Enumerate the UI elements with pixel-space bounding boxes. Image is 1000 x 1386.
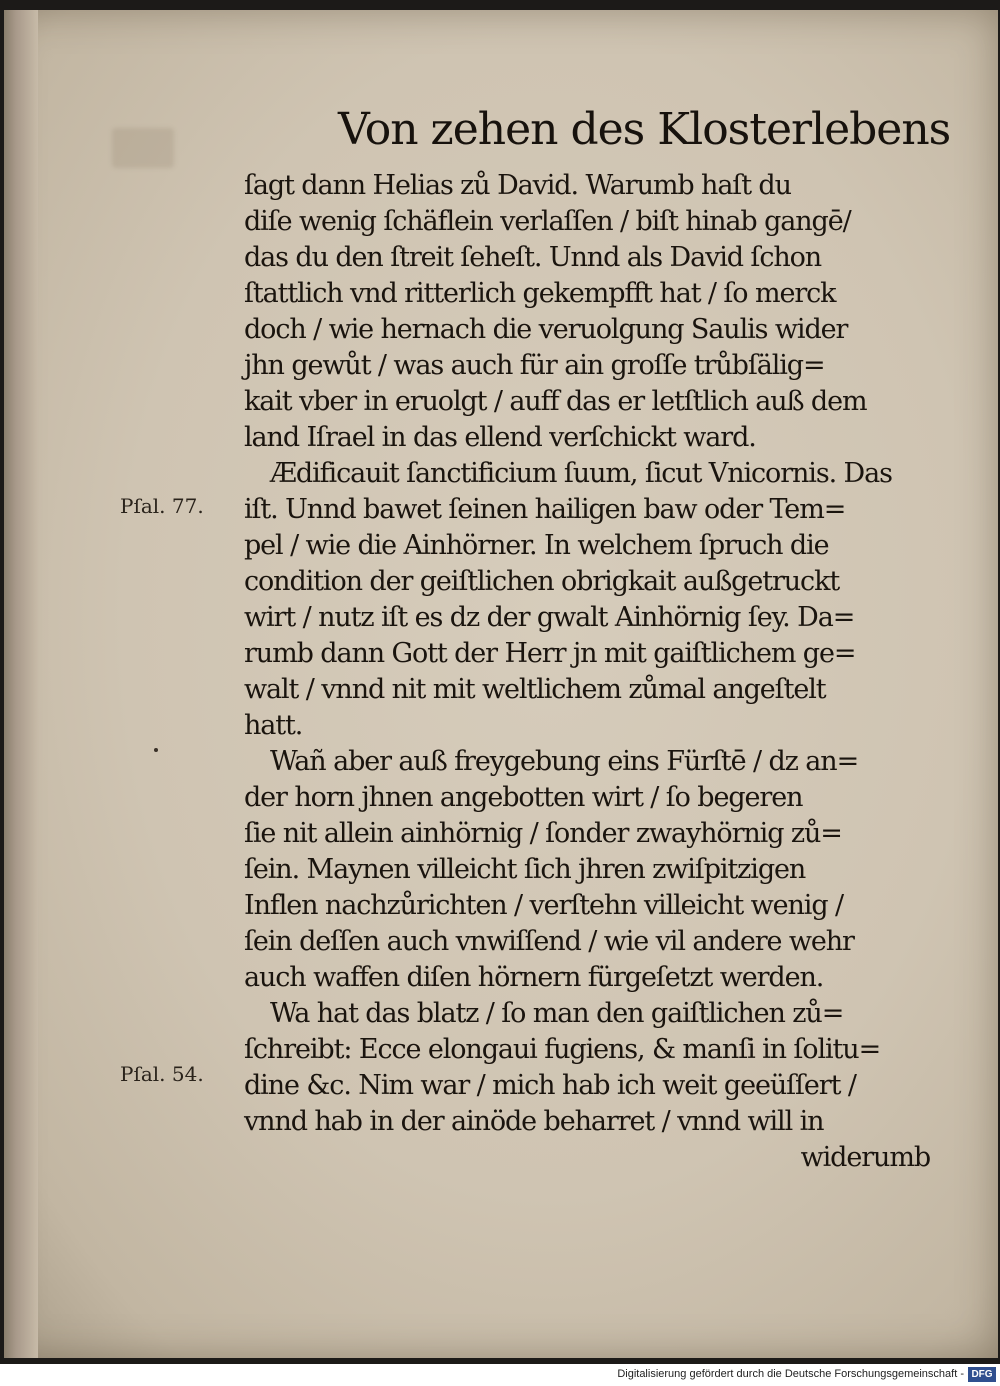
running-header: Von zehen des Klosterlebens (338, 104, 951, 155)
text-line: ſtattlich vnd ritterlich gekempfft hat / ſo merck (244, 278, 836, 309)
text-line: Wa hat das blatz / ſo man den gaiſtlichen zů= (270, 998, 844, 1029)
ink-speck (154, 748, 158, 752)
text-line: ſein deſſen auch vnwiſſend / wie vil andere wehr (244, 926, 854, 957)
text-line: iſt. Unnd bawet ſeinen hailigen baw oder Tem= (244, 494, 846, 525)
digitization-footer (0, 1364, 1000, 1386)
text-line: land Iſrael in das ellend verſchickt ward. (244, 422, 756, 453)
text-line: Ædificauit ſanctificium ſuum, ſicut Vnicornis. Das (270, 458, 892, 489)
footer-credit: Digitalisierung gefördert durch die Deutsche Forschungsgemeinschaft - (617, 1368, 964, 1380)
text-line: auch waffen diſen hörnern fürgeſetzt werden. (244, 962, 824, 993)
text-line: vnnd hab in der ainöde beharret / vnnd will in (244, 1106, 824, 1137)
text-line: das du den ſtreit ſeheſt. Unnd als David ſchon (244, 242, 822, 273)
text-line: doch / wie hernach die veruolgung Saulis wider (244, 314, 848, 345)
text-line: dine &c. Nim war / mich hab ich weit geeüſſert / (244, 1070, 856, 1101)
text-line: wirt / nutz iſt es dz der gwalt Ainhörnig ſey. Da= (244, 602, 855, 633)
text-line: ſie nit allein ainhörnig / ſonder zwayhörnig zů= (244, 818, 842, 849)
catchword: widerumb (800, 1142, 930, 1173)
page-gutter (4, 10, 38, 1358)
margin-note-psalm: Pſal. 54. (120, 1062, 204, 1086)
text-line: walt / vnnd nit mit weltlichem zůmal angeſtelt (244, 674, 826, 705)
text-line: rumb dann Gott der Herr jn mit gaiſtlichem ge= (244, 638, 856, 669)
margin-note-psalm: Pſal. 77. (120, 494, 204, 518)
text-line: hatt. (244, 710, 303, 741)
text-line: diſe wenig ſchäflein verlaſſen / biſt hinab gangē/ (244, 206, 851, 237)
dfg-logo: DFG (968, 1367, 996, 1382)
text-line: kait vber in eruolgt / auff das er letſtlich auß dem (244, 386, 867, 417)
text-line: jhn gewůt / was auch für ain groſſe trůbſälig= (244, 350, 825, 381)
text-line: ſein. Maynen villeicht ſich jhren zwiſpitzigen (244, 854, 806, 885)
text-line: Inflen nachzůrichten / verſtehn villeicht wenig / (244, 890, 843, 921)
text-line: Wañ aber auß freygebung eins Fürſtē / dz an= (270, 746, 859, 777)
text-block (244, 168, 944, 1176)
text-line: pel / wie die Ainhörner. In welchem ſpruch die (244, 530, 829, 561)
bleed-through-mark (112, 128, 174, 168)
text-line: der horn jhnen angebotten wirt / ſo begeren (244, 782, 803, 813)
text-line: ſchreibt: Ecce elongaui fugiens, & manſi in ſolitu= (244, 1034, 881, 1065)
text-line: ſagt dann Helias zů David. Warumb haſt du (244, 170, 791, 201)
text-line: condition der geiſtlichen obrigkait außgetruckt (244, 566, 840, 597)
